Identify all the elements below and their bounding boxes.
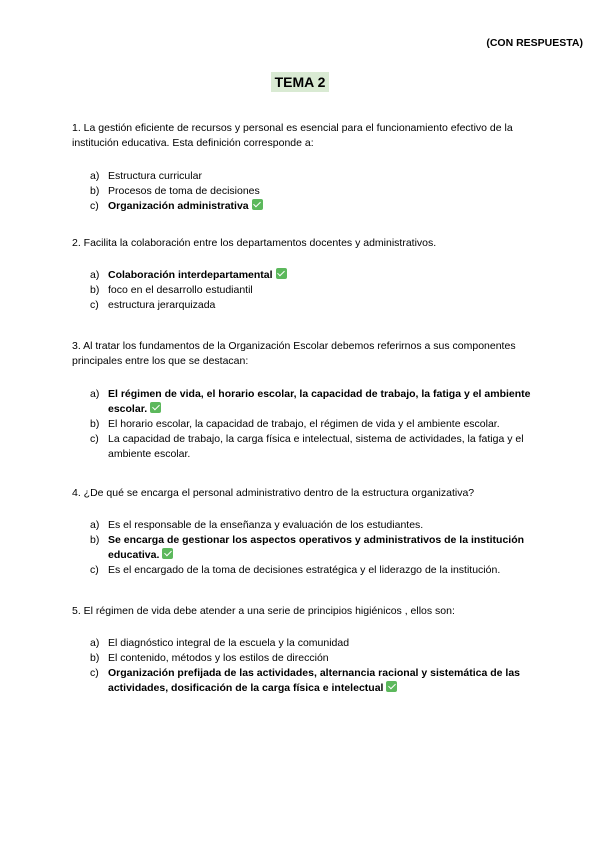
check-mark-icon xyxy=(162,548,173,559)
question-5 xyxy=(72,604,532,696)
option-list xyxy=(72,518,532,578)
option-text: El horario escolar, la capacidad de trabajo, el régimen de vida y el ambiente escolar. xyxy=(108,418,500,430)
option-text-wrap xyxy=(108,417,532,432)
option-letter: c) xyxy=(90,667,99,679)
option-letter: b) xyxy=(90,418,100,430)
option-text: El contenido, métodos y los estilos de dirección xyxy=(108,652,329,664)
correct-option xyxy=(72,268,532,283)
option-text: Se encarga de gestionar los aspectos operativos y administrativos de la institución educativa. xyxy=(108,534,525,561)
question-text: 2. Facilita la colaboración entre los departamentos docentes y administrativos. xyxy=(72,237,437,249)
option-letter: c) xyxy=(90,299,99,311)
option-text: Estructura curricular xyxy=(108,170,202,182)
option-text: Procesos de toma de decisiones xyxy=(108,185,260,197)
answer-key-note: (CON RESPUESTA) xyxy=(486,37,583,49)
option-letter: a) xyxy=(90,519,100,531)
option-text-wrap xyxy=(108,563,532,578)
option xyxy=(72,636,532,651)
option-text-wrap xyxy=(108,268,532,283)
option-text: Es el responsable de la enseñanza y evaluación de los estudiantes. xyxy=(108,519,424,531)
option-list xyxy=(72,636,532,696)
option-text: Colaboración interdepartamental xyxy=(108,269,273,281)
option xyxy=(72,298,532,313)
check-mark-icon xyxy=(150,402,161,413)
check-mark-icon xyxy=(252,199,263,210)
option-letter: a) xyxy=(90,637,100,649)
check-mark-icon xyxy=(386,681,397,692)
option-letter: a) xyxy=(90,269,100,281)
option-text-wrap xyxy=(108,387,532,417)
option-text: Organización administrativa xyxy=(108,200,249,212)
question-4 xyxy=(72,486,532,578)
question-3 xyxy=(72,339,532,462)
option-list xyxy=(72,268,532,313)
question-text: 1. La gestión eficiente de recursos y personal es esencial para el funcionamiento efectivo de la institución educativa. Esta definición corresponde a: xyxy=(72,122,513,149)
option-text: La capacidad de trabajo, la carga física e intelectual, sistema de actividades, la fatiga y el ambiente escolar. xyxy=(108,433,524,460)
option xyxy=(72,651,532,666)
question-2 xyxy=(72,236,532,313)
option-text: estructura jerarquizada xyxy=(108,299,216,311)
option-text-wrap xyxy=(108,432,532,462)
option-text-wrap xyxy=(108,283,532,298)
option-text-wrap xyxy=(108,169,532,184)
option-letter: a) xyxy=(90,170,100,182)
option-letter: b) xyxy=(90,185,100,197)
option-letter: a) xyxy=(90,388,100,400)
option-letter: b) xyxy=(90,284,100,296)
correct-option xyxy=(72,666,532,696)
option-text-wrap xyxy=(108,518,532,533)
question-1 xyxy=(72,121,532,214)
option xyxy=(72,283,532,298)
option-list xyxy=(72,387,532,462)
correct-option xyxy=(72,199,532,214)
correct-option xyxy=(72,533,532,563)
question-text: 5. El régimen de vida debe atender a una serie de principios higiénicos , ellos son: xyxy=(72,605,455,617)
option-list xyxy=(72,169,532,214)
correct-option xyxy=(72,387,532,417)
option xyxy=(72,432,532,462)
option xyxy=(72,184,532,199)
page-title: TEMA 2 xyxy=(271,72,330,92)
title-container xyxy=(0,72,600,92)
option-text-wrap xyxy=(108,199,532,214)
question-text: 4. ¿De qué se encarga el personal administrativo dentro de la estructura organizativa? xyxy=(72,487,475,499)
option xyxy=(72,563,532,578)
option-letter: c) xyxy=(90,200,99,212)
question-text: 3. Al tratar los fundamentos de la Organización Escolar debemos referirnos a sus componentes principales entre los que se destacan: xyxy=(72,340,516,367)
option-text: El régimen de vida, el horario escolar, la capacidad de trabajo, la fatiga y el ambiente escolar. xyxy=(108,388,531,415)
option xyxy=(72,169,532,184)
option-letter: c) xyxy=(90,564,99,576)
option-text-wrap xyxy=(108,651,532,666)
option-text: Es el encargado de la toma de decisiones estratégica y el liderazgo de la institución. xyxy=(108,564,501,576)
option xyxy=(72,417,532,432)
option-text: Organización prefijada de las actividades, alternancia racional y sistemática de las actividades, dosificación de la carga física e intelectual xyxy=(108,667,521,694)
option-text-wrap xyxy=(108,298,532,313)
option-text-wrap xyxy=(108,636,532,651)
option-text-wrap xyxy=(108,666,532,696)
option xyxy=(72,518,532,533)
option-text: El diagnóstico integral de la escuela y la comunidad xyxy=(108,637,350,649)
option-text-wrap xyxy=(108,184,532,199)
check-mark-icon xyxy=(276,268,287,279)
option-letter: b) xyxy=(90,652,100,664)
option-text: foco en el desarrollo estudiantil xyxy=(108,284,253,296)
option-letter: c) xyxy=(90,433,99,445)
option-letter: b) xyxy=(90,534,100,546)
option-text-wrap xyxy=(108,533,532,563)
